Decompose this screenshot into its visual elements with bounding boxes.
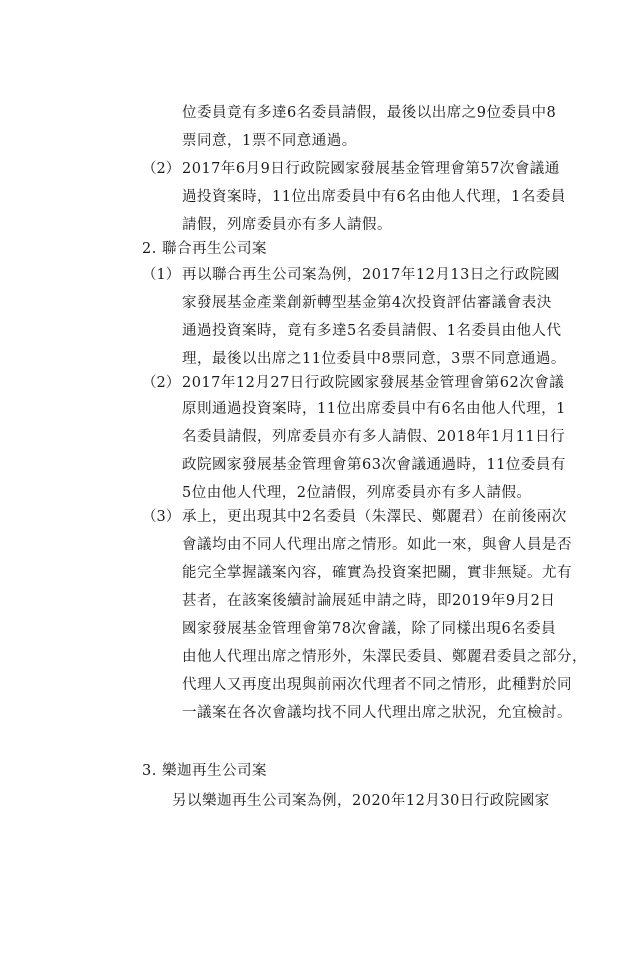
paragraph-line: 家發展基金產業創新轉型基金第4次投資評估審議會表決 xyxy=(182,295,552,311)
paragraph-line: 會議均由不同人代理出席之情形。如此一來，與會人員是否 xyxy=(182,537,572,553)
paragraph-line: 名委員請假，列席委員亦有多人請假、2018年1月11日行 xyxy=(182,429,566,445)
section-number: 3. xyxy=(142,763,157,779)
paragraph-line: 過投資案時，11位出席委員中有6名由他人代理，1名委員 xyxy=(182,189,566,205)
paragraph-line: 原則通過投資案時，11位出席委員中有6名由他人代理，1 xyxy=(182,401,566,417)
paragraph-line: 代理人又再度出現與前兩次代理者不同之情形，此種對於同 xyxy=(182,677,572,693)
paragraph-line: 由他人代理出席之情形外，朱澤民委員、鄭麗君委員之部分， xyxy=(182,649,587,665)
section-title: 樂迦再生公司案 xyxy=(161,763,267,779)
paragraph-line: 票同意，1票不同意通過。 xyxy=(182,133,357,149)
paragraph-line: 通過投資案時，竟有多達5名委員請假、1名委員由他人代 xyxy=(182,323,562,339)
item-marker: （2） xyxy=(142,161,181,177)
paragraph-line: 國家發展基金管理會第78次會議，除了同樣出現6名委員 xyxy=(182,621,557,637)
item-marker: （3） xyxy=(142,509,181,525)
section-heading xyxy=(142,762,267,780)
section-heading xyxy=(142,240,267,258)
section-number: 2. xyxy=(142,241,157,257)
section-title: 聯合再生公司案 xyxy=(161,241,267,257)
paragraph-line: 位委員竟有多達6名委員請假，最後以出席之9位委員中8 xyxy=(182,105,557,121)
paragraph-line: 理，最後以出席之11位委員中8票同意，3票不同意通過。 xyxy=(182,351,566,367)
paragraph-line: 政院國家發展基金管理會第63次會議通過時，11位委員有 xyxy=(182,457,566,473)
paragraph-line: 能完全掌握議案內容，確實為投資案把關，實非無疑。尤有 xyxy=(182,565,572,581)
paragraph-line: 2017年12月27日行政院國家發展基金管理會第62次會議 xyxy=(182,375,565,391)
paragraph-line: 5位由他人代理，2位請假，列席委員亦有多人請假。 xyxy=(182,485,532,501)
paragraph-line: 甚者，在該案後續討論展延申請之時，即2019年9月2日 xyxy=(182,593,556,609)
item-marker: （2） xyxy=(142,375,181,391)
paragraph-line: 請假，列席委員亦有多人請假。 xyxy=(182,217,392,233)
paragraph-line: 另以樂迦再生公司案為例，2020年12月30日行政院國家 xyxy=(172,793,550,809)
paragraph-line: 一議案在各次會議均找不同人代理出席之狀況，允宜檢討。 xyxy=(182,705,572,721)
paragraph-line: 再以聯合再生公司案為例，2017年12月13日之行政院國 xyxy=(182,267,560,283)
paragraph-line: 2017年6月9日行政院國家發展基金管理會第57次會議通 xyxy=(182,161,560,177)
item-marker: （1） xyxy=(142,267,181,283)
paragraph-line: 承上，更出現其中2名委員（朱澤民、鄭麗君）在前後兩次 xyxy=(182,509,567,525)
